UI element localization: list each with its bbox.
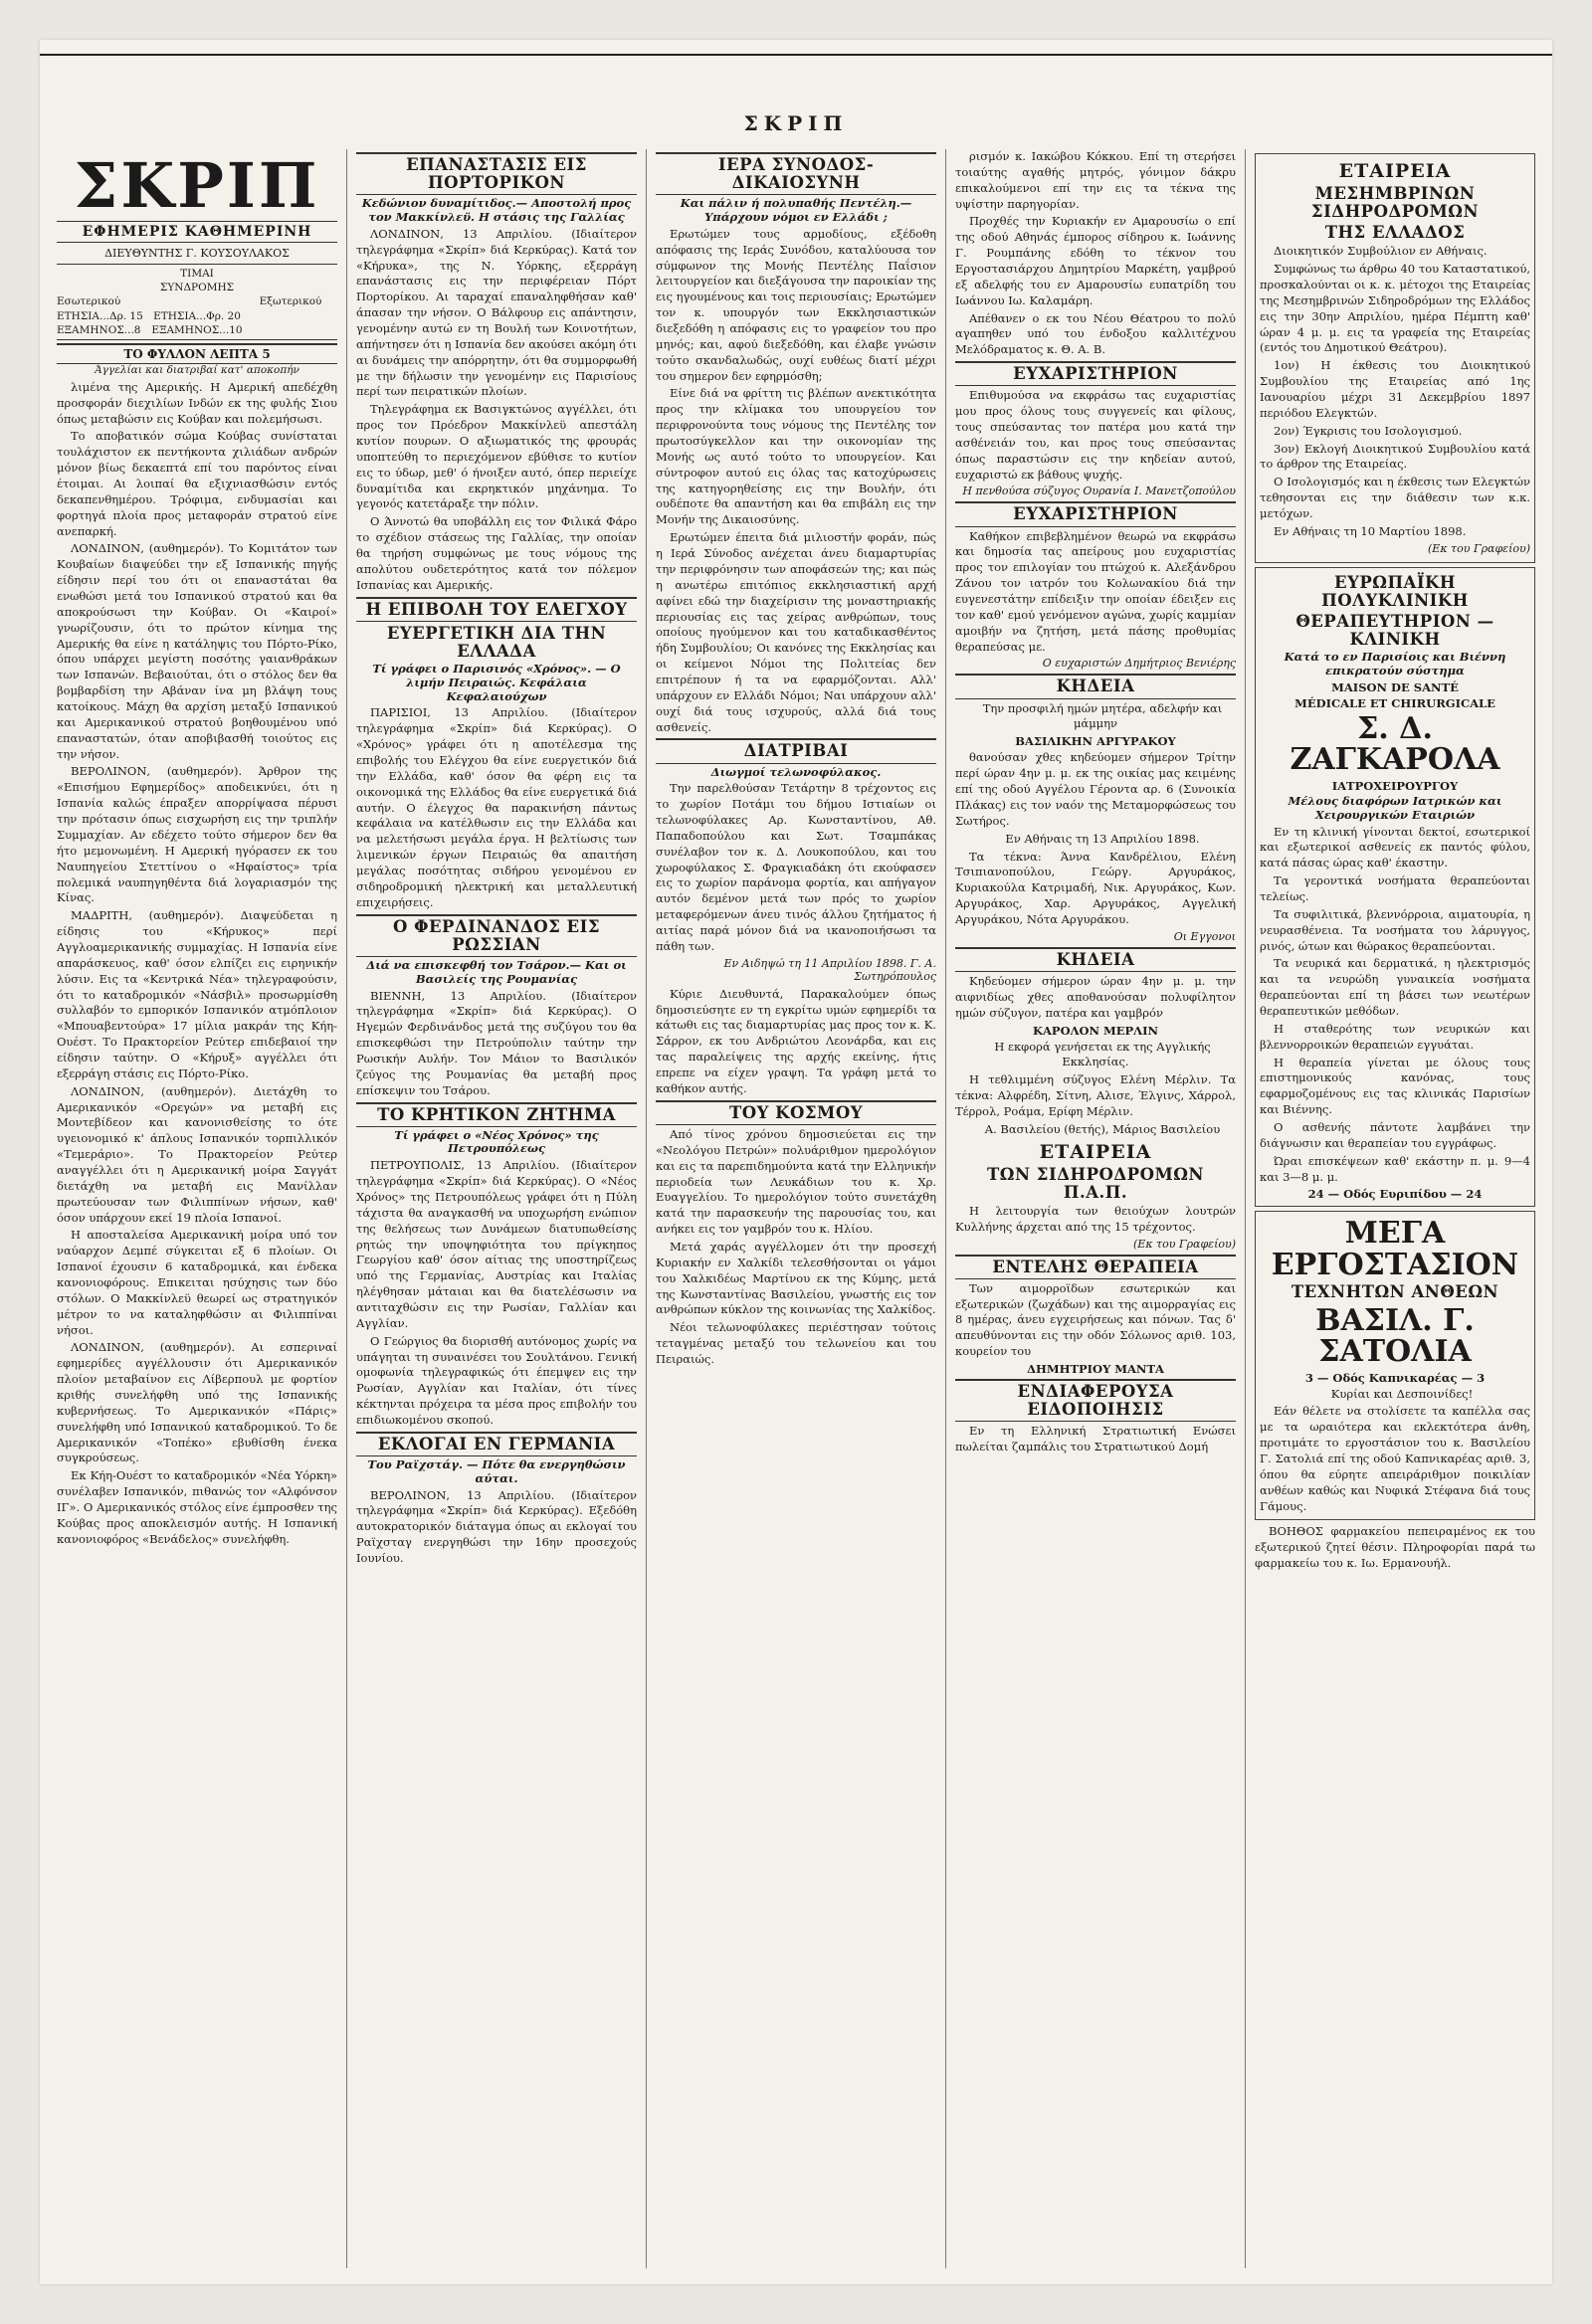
article-paragraph: Η λειτουργία των θειούχων λουτρών Κυλλήνης άρχεται από της 15 τρέχοντος. <box>955 1203 1236 1234</box>
article-paragraph: Εκ Κήη-Ουέστ το καταδρομικόν «Νέα Υόρκη» συνέλαβεν Ισπανικόν, πιθανώς τον «Αλφόνσον ΙΓ». Ο Αμερικανικός στόλος είνε έμπροσθεν της Κούβας προς αποκλεισμόν αυτής. Η Ισπανική κανονιοφόρος «Βενάδελος» συνελήφθη. <box>57 1468 337 1546</box>
article-paragraph: Κύριε Διευθυντά, Παρακαλούμεν όπως δημοσιεύσητε εν τη εγκρίτω υμών εφημερίδι τα κάτωθι εις τας διαμαρτυρίας μας προς τον κ. Κ. Σάρρον, εκ του Ανδριώτου Λεονάρδα, και εις τας παραλείψεις της αρχής εκείνης, ήτις επρεπε να είχεν γραψη. Τα γράφη μετά το καθήκον αυτής. <box>656 986 936 1095</box>
ad-paragraph: Διοικητικόν Συμβούλιον εν Αθήναις. <box>1274 244 1488 259</box>
ad-paragraph: Ώραι επισκέψεων καθ' εκάστην π. μ. 9—4 και 3—8 μ. μ. <box>1260 1153 1530 1184</box>
ad-paragraph: Τα γεροντικά νοσήματα θεραπεύονται τελείως. <box>1260 873 1530 903</box>
column-1 <box>48 149 347 2268</box>
deck: Μέλους διαφόρων Ιατρικών και Χειρουργικών Εταιριών <box>1288 793 1502 822</box>
article-paragraph: Επιθυμούσα να εκφράσω τας ευχαριστίας μου προς όλους τους συγγενείς και φίλους, τους σπεύσαντας τον πατέρα μου κατά την ασθένειάν του, και προς τους σπεύσαντας όπως παραστώσιν εις την κηδείαν αυτού, ευχαριστώ εκ βάθους ψυχής. <box>955 388 1236 482</box>
article-paragraph: Νέοι τελωνοφύλακες περιέστησαν τούτοις τεταγμένας μεταξύ του τελωνείου και του Πειραιώς. <box>656 1320 936 1366</box>
headline-synod: ΙΕΡΑ ΣΥΝΟΔΟΣ-ΔΙΚΑΙΟΣΥΝΗ <box>656 152 936 195</box>
headline-ferdinand: Ο ΦΕΡΔΙΝΑΝΔΟΣ ΕΙΣ ΡΩΣΣΙΑΝ <box>356 914 637 957</box>
ad-paragraph: Κυρίαι και Δεσποινίδες! <box>1330 1386 1474 1401</box>
deck: Διά να επισκεφθή τον Τσάρον.— Και οι Βασιλείς της Ρουμανίας <box>366 957 627 986</box>
ad-title: ΕΥΡΩΠΑΪΚΗ ΠΟΛΥΚΛΙΝΙΚΗ <box>1321 572 1469 610</box>
doctor-title: ΙΑΤΡΟΧΕΙΡΟΥΡΓΟΥ <box>1331 778 1459 793</box>
subscription-table <box>57 264 337 340</box>
columns <box>48 149 1544 2268</box>
deck: Και πάλιν ή πολυπαθής Πεντέλη.— Υπάρχουν νόμοι εν Ελλάδι ; <box>680 196 912 225</box>
ad-paragraph: Η θεραπεία γίνεται με όλους τους επιστημονικούς κανόνας, τους εφαρμοζομένους εις τας κλινικάς Παρισίων και Βιέννης. <box>1260 1055 1530 1117</box>
article-paragraph: ΛΟΝΔΙΝΟΝ, 13 Απριλίου. (Ιδιαίτερον τηλεγράφημα «Σκρίπ» διά Κερκύρας). Κατά τον «Κήρυκα», της Ν. Υόρκης, εξερράγη επανάστασις εις την περιφέρειαν Πόρτ Πορτορίκου. Αι ταραχαί επαναληφθήσαν καθ' άπασαν την νήσον. Ο Βάλφουρ εις απάντησιν, γενομένην αυτώ εν τη Βουλή των Κοινοτήτων, απήντησεν ότι η Ισπανία δεν ακούσει ακόμη ότι αι δυνάμεις την απόρρητην, ότι θα συμμορφωθή με την δήλωσιν την γενομένην εις Παρισίους περί των πειρατικών πλοίων. <box>356 226 637 399</box>
deck: Τί γράφει ο Παρισινός «Χρόνος». — Ο λιμήν Πειραιώς. Κεφάλαια Κεφαλαιούχων <box>372 662 621 703</box>
headline-thanks-1: ΕΥΧΑΡΙΣΤΗΡΙΟΝ <box>955 361 1236 386</box>
notice-line: Η εκφορά γενήσεται εκ της Αγγλικής Εκκλησίας. <box>994 1039 1211 1069</box>
article-paragraph: Ο Άννοτώ θα υποβάλλη εις τον Φιλικά Φάρο το σχέδιον στάσεως της Γαλλίας, την οποίαν θα τηρήση συμφώνως με τους νόμους της απολύτου ουδετερότητος κατά τον πόλεμον Ισπανίας και Αμερικής. <box>356 514 637 592</box>
subs-cell: ΕΤΗΣΙΑ...Δρ. 15 <box>57 309 143 322</box>
ad-paragraph: Τα νευρικά και δερματικά, η ηλεκτρισμός και τα νευρώδη γυναικεία νοσήματα θεραπεύονται επί τη βάσει των νεωτέρων θεραπευτικών μεθόδων. <box>1260 956 1530 1018</box>
subs-cell <box>57 267 150 294</box>
newspaper-page <box>40 40 1552 2284</box>
subs-cell: ΕΞΑΜΗΝΟΣ...8 <box>57 323 141 336</box>
article-paragraph: ΠΕΤΡΟΥΠΟΛΙΣ, 13 Απριλίου. (Ιδιαίτερον τηλεγράφημα «Σκρίπ» διά Κερκύρας). Ο «Νέος Χρόνος» της Πετρουπόλεως γράφει ότι η Πύλη τάχιστα θα αναγκασθή να υποχωρήση ενώπιον της θελήσεως των Δυνάμεων διατυπωθείσης ρητώς την υποψηφιότητα του πρίγκηπος Γεωργίου καθ' όσον αίτιας της υποστηρίζεως υπό της Γερμανίας, Αυστρίας και Ιταλίας ηλέγθησαν μάταιαι και θα διατελέσωσιν να αντιταχθώσιν εις την Ρωσίαν, Γαλλίαν και Αγγλίαν. <box>356 1158 637 1330</box>
article-paragraph: Των αιμορροϊδων εσωτερικών και εξωτερικών (ζωχάδων) και της αιμορραγίας εις 8 ημέρας, άνευ εγχειρήσεως και πόνων. Τας δ' απευθύνονται εις την οδόν Σόλωνος αριθ. 103, κουρείον του <box>955 1280 1236 1359</box>
column-4 <box>946 149 1246 2268</box>
ad-paragraph: 3ον) Εκλογή Διοικητικού Συμβουλίου κατά το άρθρον της Εταιρείας. <box>1260 441 1530 472</box>
article-paragraph: ΛΟΝΔΙΝΟΝ, (αυθημερόν). Αι εσπεριναί εφημερίδες αγγέλλουσιν ότι Αμερικανικόν πλοίον μεταβαίνον εις Λίβερπουλ με φορτίον κριθής συνελήφθη υπό της Ισπανικής κυβερνήσεως. Το Αμερικανικόν «Πάρις» συνελήφθη υπό Ισπανικού καταδρομικού. Το δε Αμερικανικόν «Τοπέκο» εβυθίσθη ένεκα συγκρούσεως. <box>57 1340 337 1465</box>
headline-cretan: ΤΟ ΚΡΗΤΙΚΟΝ ΖΗΤΗΜΑ <box>356 1102 637 1127</box>
flower-factory-ad <box>1255 1211 1535 1520</box>
article-paragraph: Τηλεγράφημα εκ Βασιγκτώνος αγγέλλει, ότι προς τον Πρόεδρον Μακκίνλεϋ απεστάλη κυτίον πουρων. Ο αξιωματικός της φρουράς υποπτεύθη το περιεχόμενον εβύθισε το κυτίον εις το ύδωρ, μεθ' ό ήνοιξεν αυτό, όπερ περιείχε δυναμίτιδα και εκρηκτικόν μηχάνημα. Το γεγονός κατετάραξε την πόλιν. <box>356 402 637 511</box>
article-paragraph: Καθήκον επιβεβλημένον θεωρώ να εκφράσω και δημοσία τας απείρους μου ευχαριστίας προς τον επιλογίαν του πτώχού κ. Αλεξάνδρου Ζάνου τον ιατρόν του Κολωνακίου διά την ευγενεστάτην επίδειξιν την οποίαν έδειξεν εις τον καθ' εμού γενόμενον αγώνα, χωρίς καμμίαν αμοιβήν να ζητήση, μετά πάσης προθυμίας θεραπεύσας με. <box>955 528 1236 654</box>
article-paragraph: ΒΙΕΝΝΗ, 13 Απριλίου. (Ιδιαίτερον τηλεγράφημα «Σκρίπ» διά Κερκύρας). Ο Ηγεμών Φερδινάνδος μετά της συζύγου του θα επισκεφθώσι την Πετρούπολιν ταύτην την Ρωσικήν Αυλήν. Τον Μάιον το Βασιλικόν ζεύγος της Ρουμανίας θα μεταβή προς επίσκεψιν του Τσάρου. <box>356 988 637 1097</box>
article-paragraph: θανούσαν χθες κηδεύομεν σήμερον Τρίτην περί ώραν 4ην μ. μ. εκ της οικίας μας κειμένης επί της οδού Αγγέλου Γέροντα αρ. 6 (Συνοικία Πλάκας) εις τον ναόν της Μεταμορφώσεως του Σωτήρος. <box>955 750 1236 828</box>
subs-cell <box>244 267 337 294</box>
signature: (Εκ του Γραφείου) <box>1133 1237 1236 1251</box>
deck: Του Ραϊχστάγ. — Πότε θα ενεργηθώσιν αύται. <box>367 1457 626 1485</box>
ad-paragraph: Ο Ισολογισμός και η έκθεσις των Ελεγκτών τεθησονται εις την διάθεσιν των κ.κ. μετόχων. <box>1260 475 1530 521</box>
headline-thanks-2: ΕΥΧΑΡΙΣΤΗΡΙΟΝ <box>955 501 1236 526</box>
article-paragraph: Προχθές την Κυριακήν εν Αμαρουσίω ο επί της οδού Αθηνάς έμπορος σίδηρου κ. Ιωάννης Γ. Ρουμπάνης εδόθη το τέκνον του Εργοστασιάρχου Δημητρίου Μαρκέτη, γαμβρού εξ αδελφής του εν Αμαρουσίω ευπατρίδη του Ιωάννου Ιω. Καλαμάρη. <box>955 214 1236 307</box>
ad-title-fr: MAISON DE SANTÉ <box>1331 679 1459 694</box>
notice-line: Την προσφιλή ημών μητέρα, αδελφήν και μάμμην <box>982 700 1223 731</box>
railway-company-ad <box>1255 153 1535 563</box>
ad-paragraph: Η σταθερότης των νευρικών και βλεννορροικών θεραπειών εγγυάται. <box>1260 1021 1530 1052</box>
notice-date: Εν Αθήναις τη 13 Απριλίου 1898. <box>1005 831 1200 846</box>
ad-paragraph: Ο ασθενής πάντοτε λαμβάνει την διάγνωσιν και θεραπείαν του εγγράφως. <box>1260 1120 1530 1150</box>
ad-title: ΕΤΑΙΡΕΙΑ <box>1338 160 1452 182</box>
article-paragraph: Η τεθλιμμένη σύζυγος Ελένη Μέρλιν. Τα τέκνα: Αλφρέδη, Σίτνη, Αλισε, Έλγινς, Χάρρολ, Τέρρολ, Ροάμα, Ερίφη Μέρλιν. <box>955 1072 1236 1118</box>
ad-paragraph: 2ον) Έγκρισις του Ισολογισμού. <box>1274 423 1463 438</box>
ad-paragraph: Εν τη κλινική γίνονται δεκτοί, εσωτερικοί και εξωτερικοί ασθενείς εκ παντός φύλου, κατά πάσας ώρας καθ' έκαστην. <box>1260 824 1530 871</box>
deck: Κατά το εν Παρισίοις και Βιέννη επικρατούν σύστημα <box>1284 650 1506 678</box>
article-paragraph: Η αποσταλείσα Αμερικανική μοίρα υπό τον ναύαρχον Δεμπέ σύγκειται εξ 6 πλοίων. Οι Ισπανοί έχουσιν 6 καταδρομικά, και ένδεκα κανονιοφόρους. Επικειται ησύχησις των δύο στόλων. Ο Μακκίνλεϋ θεωρεί ως στρατηγικόν μέτρον το να καταληφθώσιν αι Φιλιππίναι νήσοι. <box>57 1228 337 1337</box>
headline-sub: ΤΩΝ ΣΙΔΗΡΟΔΡΟΜΩΝ Π.Α.Π. <box>987 1164 1204 1202</box>
deceased-name: ΒΑΣΙΛΙΚΗΝ ΑΡΓΥΡΑΚΟΥ <box>1015 734 1176 749</box>
owner-name: ΒΑΣΙΛ. Γ. ΣΑΤΟΛΙΑ <box>1315 1302 1475 1370</box>
column-3 <box>647 149 946 2268</box>
ads-note: Άγγελίαι και διατριβαί κατ' αποκοπήν <box>95 363 299 376</box>
subs-cell <box>150 294 244 308</box>
deck: Κεδώνιον δυναμίτιδος.— Αποστολή προς τον Μακκίνλεϋ. Η στάσις της Γαλλίας <box>361 196 632 225</box>
column-5 <box>1246 149 1544 2268</box>
headline-therapy: ΕΝΤΕΛΗΣ ΘΕΡΑΠΕΙΑ <box>955 1255 1236 1279</box>
headline-germany: ΕΚΛΟΓΑΙ ΕΝ ΓΕΡΜΑΝΙΑ <box>356 1432 637 1456</box>
headline-railway: ΕΤΑΙΡΕΙΑ <box>1039 1140 1152 1163</box>
running-head: ΣΚΡΙΠ <box>743 111 849 135</box>
factory-address: 3 — Οδός Καπνικαρέας — 3 <box>1304 1370 1486 1385</box>
polyclinic-ad <box>1255 567 1535 1208</box>
article-paragraph: Από τίνος χρόνου δημοσιεύεται εις την «Νεολόγου Πετρών» πολυάριθμον ημερολόγιον και εις τα παρεπιδημούντα κατά την Ελληνικήν περιοδεία των Λευκάδιων του κ. Χρ. Ευαγγελίου. Το ημερολόγιον τούτο συνετάχθη κατά την παρασκευήν της παρουσίας του, και ανήκει εις τον γαμβρόν του κ. Ηλίου. <box>656 1126 936 1237</box>
ad-title-sub: ΤΕΧΝΗΤΩΝ ΑΝΘΕΩΝ <box>1291 1282 1499 1302</box>
deck: Διωγμοί τελωνοφύλακος. <box>710 764 882 779</box>
article-paragraph: Ερωτώμεν έπειτα διά μιλιοστήν φοράν, πώς η Ιερά Σύνοδος ανέχεται άνευ διαμαρτυρίας την περιφρόνησιν των αποφάσεών της; και πώς η ανωτέρω επιτόπιος εκκλησιαστική αρχή αφίνει εδώ την διαχείρισιν της μοναστηριακής περιουσίας εις τας χείρας ανθρώπων, τους οποίους ηγούμενον και του καταδικασθέντος ήδη Συμβουλίου; Οι κανόνες της Εκκλησίας και οι κείμενοι Νόμοι της Πολιτείας δεν επιτρέπουν ή τα να εφαρμόζονται. Αλλ' υπάρχουν εν Ελλάδι Νόμοι; Ναι υπάρχουν αλλ' ουχί διά τους ισχυρούς, αλλά διά τους ασθενείς. <box>656 530 936 734</box>
advertiser-name: ΔΗΜΗΤΡΙΟΥ ΜΑΝΤΑ <box>1027 1362 1164 1376</box>
article-paragraph: ΜΑΔΡΙΤΗ, (αυθημερόν). Διαψεύδεται η είδησις του «Κήρυκος» περί Αγγλοαμερικανικής συμμαχίας. Η Ισπανία είνε απαράσκευος, καθ' όσον ελπίζει εις ειρηνικήν λύσιν. Εις τα «Κεντρικά Νέα» τηλεγραφούσιν, ότι το καταδρομικόν «Νάσβιλ» προσωρμίσθη συλλαβόν το εμπορικόν Ισπανικόν ατμόπλοιον «Μπουαβεντούρα» 17 μίλια μακράν της Κήη-Ουέστ. Το Πρακτορείον Ρεύτερ επιδεβαιοί την είδησιν ταύτην. Ο «Κήρυξ» αγγέλλει ότι εξερράγη στάσις εις Πόρτο-Ρίκο. <box>57 908 337 1080</box>
subs-cell: Εξωτερικού <box>259 295 322 308</box>
headline-porto-rico: ΕΠΑΝΑΣΤΑΣΙΣ ΕΙΣ ΠΟΡΤΟΡΙΚΟΝ <box>356 152 637 195</box>
issue-price: ΤΟ ΦΥΛΛΟΝ ΛΕΠΤΑ 5 <box>57 343 337 364</box>
masthead-subtitle: ΕΦΗΜΕΡΙΣ ΚΑΘΗΜΕΡΙΝΗ <box>57 221 337 243</box>
headline-notice: ΕΝΔΙΑΦΕΡΟΥΣΑ ΕΙΔΟΠΟΙΗΣΙΣ <box>955 1379 1236 1422</box>
signature: Η πενθούσα σύζυγος Ουρανία Ι. Μανετζοπούλου <box>962 484 1236 498</box>
classified-ad: ΒΟΗΘΟΣ φαρμακείου πεπειραμένος εκ του εξωτερικού ζητεί θέσιν. Πληροφορίαι παρά τω φαρμακείω του κ. Ιω. Ερμανουήλ. <box>1255 1524 1535 1571</box>
article-paragraph: Απέθανεν ο εκ του Νέου Θέατρου το πολύ αγαπηθεν υπό του ένδοξου καλλιτέχνου Μελόδραματος κ. Θ. Α. Β. <box>955 310 1236 357</box>
signature: Εν Αιδηψώ τη 11 Απριλίου 1898. Γ. Α. Σωτηρόπουλος <box>723 956 936 983</box>
ad-paragraph: Εν Αθήναις τη 10 Μαρτίου 1898. <box>1274 523 1467 538</box>
article-paragraph: λιμένα της Αμερικής. Η Αμερική απεδέχθη προσφοράν διεχιλίων Ινδών εκ της φυλής Σιου όπως μεταβώσιν εις Κούβαν και πολεμήσωσι. <box>57 379 337 426</box>
ad-title-sub: ΤΗΣ ΕΛΛΑΔΟΣ <box>1324 223 1466 243</box>
signature: Οι Εγγονοι <box>1173 929 1236 943</box>
subs-cell: ΤΙΜΑΙ ΣΥΝΔΡΟΜΗΣ <box>159 268 235 294</box>
doctor-name: Σ. Δ. ΖΑΓΚΑΡΟΛΑ <box>1290 710 1500 778</box>
ad-title-sub: ΜΕΣΗΜΒΡΙΝΩΝ ΣΙΔΗΡΟΔΡΟΜΩΝ <box>1310 183 1480 222</box>
headline-funeral-1: ΚΗΔΕΙΑ <box>955 674 1236 698</box>
signature: (Εκ του Γραφείου) <box>1428 541 1530 555</box>
article-paragraph: ΛΟΝΔΙΝΟΝ, (αυθημερόν). Το Κομιτάτον των Κουβαίων διαψεύδει την εξ Ισπανικής πηγής είδησιν περί του ότι οι επαναστάται θα ενωθώσι μετά του Ισπανικού στρατού και θα αποκρούσωσι την Κούβαν. Οι «Καιροί» γνωρίζουσιν, ότι το πρώτον κίνημα της Αμερικής θα είνε η κατάληψις του Πόρτο-Ρίκο, όπου υπάρχει μεγίστη ποσότης γαιανθράκων των Ισπανών. Βεβαιούται, ότι ο στόλος δεν θα βομβαρδίση την Αβάναν ίνα μη βλάψη τους κατοίκους. Μάχη θα αρχίση μεταξύ Ισπανικού και Αμερικανικού στρατού βοηθουμένου υπό επαναστατών, όταν αποβιβασθή τοιούτος εις την νήσον. <box>57 541 337 761</box>
ad-paragraph: Εάν θέλετε να στολίσετε τα καπέλλα σας με τα ωραιότερα και εκλεκτότερα άνθη, προτιμάτε το εργοστάσιον του κ. Βασιλείου Γ. Σατολιά επί της οδού Καπνικαρέας αριθ. 3, όπου θα εύρητε απειράριθμον ποικιλίαν ανθέων καθώς και Νυφικά Στέφανα διά τους Γάμους. <box>1260 1404 1530 1513</box>
headline-control: Η ΕΠΙΒΟΛΗ ΤΟΥ ΕΛΕΓΧΟΥ <box>356 597 637 622</box>
article-paragraph: Μετά χαράς αγγέλλομεν ότι την προσεχή Κυριακήν εν Χαλκίδι τελεσθήσονται οι γάμοι του Χαλκιδέως Μαρτίνου εκ της Κύμης, μετά της Κωνσταντίνας Βασιλείου, γνωστής εις τον ανθρώπων κύκλον της κοινωνίας της Χαλκίδος. <box>656 1239 936 1317</box>
article-paragraph: Το αποβατικόν σώμα Κούβας συνίσταται τουλάχιστον εκ πεντήκοντα χιλιάδων ανδρών μόνον βίως δεκαεπτά επί του παρόντος είναι έτοιμαι. Αι λοιπαί θα εξιχνιασθώσιν εντός δεκαπενθημέρου. Τρόφιμα, ενδυμασίαι και φορτηγά πλοία προς μεταφοράν στρατού είνε ανεπαρκή. <box>57 429 337 538</box>
article-paragraph: ΒΕΡΟΛΙΝΟΝ, (αυθημερόν). Άρθρον της «Επισήμου Εφημερίδος» αποδεικνύει, ότι η Ισπανία καλώς έπραξεν απορρίψασα πέρυσι την πρότασιν όπως εισχωρήση εις την τριπλήν Συμμαχίαν. Αν εδέχετο τούτο σήμερον δεν θα ήτο μεμονωμένη. Η Αμερική ηγόρασεν εκ του Ναυπηγείου Στεττίνου ο «Ηφαίστος» τρία πολεμικά ναυπηγηθέντα διά λογαριασμόν της Κίνας. <box>57 764 337 905</box>
article-paragraph: Ο Γεώργιος θα διορισθή αυτόνομος χωρίς να υπάγηται τη συναινέσει του Σουλτάνου. Γενική ομοφωνία τηλεγραφικώς ότι έπεμψεν εις την Ρωσίαν, Αγγλίαν και Ιταλίαν, ότι τίνες κέκτηνται πρόχειρα τα μέσα προς επιβολήν του επιδιωκομένου σκοπού. <box>356 1333 637 1427</box>
article-paragraph: Ερωτώμεν τους αρμοδίους, εξέδοθη απόφασις της Ιεράς Συνόδου, καταλύουσα τον σύμφωνον της Μονής Πεντέλης Παΐσιον λειτουργείον και διεξάγουσα την παροικίαν της εις ηγουμένους και τοις περιουσίαις; Ερωτώμεν τον κ. υπουργόν των Εκκλησιαστικών διεξεδόθη η απόφασις εις το γραφείον του προ μηνός; και, αφού διεξεδόθη, και έλαβε γνώσιν τούτο σκανδαλωδώς, ουχί ευθέως διατί μέχρι του σημερον δεν εφηρμόσθη; <box>656 226 936 383</box>
article-paragraph: Είνε διά να φρίττη τις βλέπων ανεκτικότητα προς την κλίμακα του υπουργείου τον περιφρονούντα τους νόμους της Πεντέλης τον πρωτοσύγκελλον και την οικονομίαν της Μονής ως αυτό τούτο το υπουργείον. Και σύντροφον αυτού εις όλας τας κατοχύρωσεις της κατηγορηθείσης εις την Βουλήν, ότι ουδέποτε θα απαντήση και θα επιβάλη εις την Μονήν της Δικαιοσύνης. <box>656 386 936 527</box>
subs-cell <box>244 309 337 323</box>
article-paragraph: Εν τη Ελληνική Στρατιωτική Ενώσει πωλείται ζαμπάλις του Στρατιωτικού Δομή <box>955 1424 1236 1454</box>
ad-paragraph: 1ον) Η έκθεσις του Διοικητικού Συμβουλίου της Εταιρείας από 1ης Ιανουαρίου μέχρι 31 Δεκεμβρίου 1897 περιόδου Ελεγκτών. <box>1260 358 1530 420</box>
ad-title-sub: ΘΕΡΑΠΕΥΤΗΡΙΟΝ — ΚΛΙΝΙΚΗ <box>1295 612 1494 650</box>
article-paragraph: ΠΑΡΙΣΙΟΙ, 13 Απριλίου. (Ιδιαίτερον τηλεγράφημα «Σκρίπ» διά Κερκύρας). Ο «Χρόνος» γράφει ότι η αποτέλεσμα της επιβολής του Ελέγχου θα είνε ευεργετικόν διά την Ελλάδα, καθ' όσον θα φέρη εις τα οικονομικά της Ελλάδος θα είνε ευεργετικά διά αυτήν. Ο έλεγχος θα παρακινήση πάντως κεφάλαια να κατέλθωσιν εις την Ελλάδα και να μελετήσωσι μεγάλα έργα. Η βελτίωσις των λιμενικών έργων Πειραιώς θα απαιτήση μεγάλας ποσότητας σιδήρου γενομένου εν σιδηροδρομική ηλεκτρική και μεταλλευτική επιχειρήσεις. <box>356 705 637 909</box>
subs-cell: Εσωτερικού <box>57 295 121 308</box>
deck: Τί γράφει ο «Νέος Χρόνος» της Πετρουπόλεως <box>394 1127 599 1156</box>
headline-diatrivai: ΔΙΑΤΡΙΒΑΙ <box>656 738 936 763</box>
ad-title-fr: MÉDICALE ET CHIRURGICALE <box>1294 695 1495 710</box>
headline-society: ΤΟΥ ΚΟΣΜΟΥ <box>656 1100 936 1125</box>
article-paragraph: Την παρελθούσαν Τετάρτην 8 τρέχοντος εις το χωρίον Ποτάμι του δήμου Ιστιαίων οι τελωνοφύλακες Αρ. Κωνσταντίνου, Αθ. Παπαδοπούλου και Σωτ. Τσαμπάκας συνέλαβον τον κ. Δ. Λουκοπούλου, και του χωροφύλακος Σ. Φραγκιαδάκη ότι εκούφασεν εις το χωρίον παράνομα φορτία, και απήγαγον αυτόν δεμένον μετά των πρός το χωρίον μεταφερόμενων άνευ τινός άλλου ζητήματος ή αιτίας παρά μόνον διά να ικανοποιήσωσι τα πάθη των. <box>656 781 936 953</box>
ad-title: ΜΕΓΑ ΕΡΓΟΣΤΑΣΙΟΝ <box>1271 1216 1519 1282</box>
headline-funeral-2: ΚΗΔΕΙΑ <box>955 947 1236 972</box>
top-rule <box>40 54 1552 56</box>
article-paragraph: Κηδεύομεν σήμερον ώραν 4ην μ. μ. την αιφνιδίως χθες αποθανούσαν πολυφίλητον ημών σύζυγον, πατέρα και γαμβρόν <box>955 973 1236 1020</box>
ad-paragraph: Συμφώνως τω άρθρω 40 του Καταστατικού, προσκαλούνται οι κ. κ. μέτοχοι της Εταιρείας της Μεσημβρινών Σιδηροδρόμων της Ελλάδος εις την 30ην Απριλίου, ημέρα Πέμπτη καθ' ώραν 4 μ. μ. εις τα γραφεία της Εταιρείας (εντός του Δημοτικού Θεάτρου). <box>1260 262 1530 355</box>
subs-cell <box>244 323 337 337</box>
masthead-title: ΣΚΡΙΠ <box>74 149 320 222</box>
subs-cell: ΕΤΗΣΙΑ...Φρ. 20 <box>153 309 241 322</box>
subs-cell: ΕΞΑΜΗΝΟΣ...10 <box>151 323 243 336</box>
article-paragraph: ΒΕΡΟΛΙΝΟΝ, 13 Απριλίου. (Ιδιαίτερον τηλεγράφημα «Σκρίπ» διά Κερκύρας). Εξεδόθη αυτοκρατορικόν διάταγμα όπως αι εκλογαί του Ραϊχσταγ ενεργηθώσι την 16ην προσεχούς Ιουνίου. <box>356 1487 637 1566</box>
headline-sub: ΕΥΕΡΓΕΤΙΚΗ ΔΙΑ ΤΗΝ ΕΛΛΑΔΑ <box>386 623 607 661</box>
clinic-address: 24 — Οδός Ευριπίδου — 24 <box>1307 1187 1483 1202</box>
column-2 <box>347 149 647 2268</box>
ad-paragraph: Τα συφιλιτικά, βλεννόρροια, αιματουρία, η νευρασθένεια. Τα νοσήματα του λάρυγγος, ρινός, ώτων και θώρακος θεραπεύονται. <box>1260 906 1530 953</box>
article-paragraph: ρισμόν κ. Ιακώβου Κόκκου. Επί τη στερήσει τοιαύτης αγαθής μητρός, γόνιμον δάκρυ επικαλούμενοι επί την εις τα τέκνα της υψίστην παρηγορίαν. <box>955 149 1236 211</box>
notice-line: Α. Βασιλείου (θετής), Μάριος Βασιλείου <box>984 1121 1221 1136</box>
deceased-name: ΚΑΡΟΛΟΝ ΜΕΡΛΙΝ <box>1033 1023 1158 1038</box>
masthead-editor: ΔΙΕΥΘΥΝΤΗΣ Γ. ΚΟΥΣΟΥΛΑΚΟΣ <box>104 247 290 260</box>
article-paragraph: Τα τέκνα: Άννα Κανδρέλιου, Ελένη Τσιπιανοπούλου, Γεώργ. Αργυράκος, Κυριακούλα Κατριμαδή, Νικ. Αργυράκος, Κων. Αργυράκος, Χαρ. Αργυράκος, Αγγελική Αργυράκου, Νότα Αργυράκου. <box>955 849 1236 926</box>
signature: Ο ευχαριστών Δημήτριος Βενιέρης <box>1042 657 1236 671</box>
article-paragraph: ΛΟΝΔΙΝΟΝ, (αυθημερόν). Διετάχθη το Αμερικανικόν «Ορεγών» να μεταβή εις Μοντεβίδεον και κανονισθείσης το ότε υγειονομικό κ' άπλους Ισπανικόν τορπιλλικόν «Τεμεράριο». Το Πρακτορείον Ρεύτερ αναγγέλλει ότι η Αμερικανική μοίρα Σαγγάτ διετάχθη να μεταβή εις Μανίλλαν πρωτεύουσαν των Φιλιππίνων νήσων, καθ' όσον υπάρχουν εκεί 19 πλοία Ισπανοί. <box>57 1083 337 1225</box>
